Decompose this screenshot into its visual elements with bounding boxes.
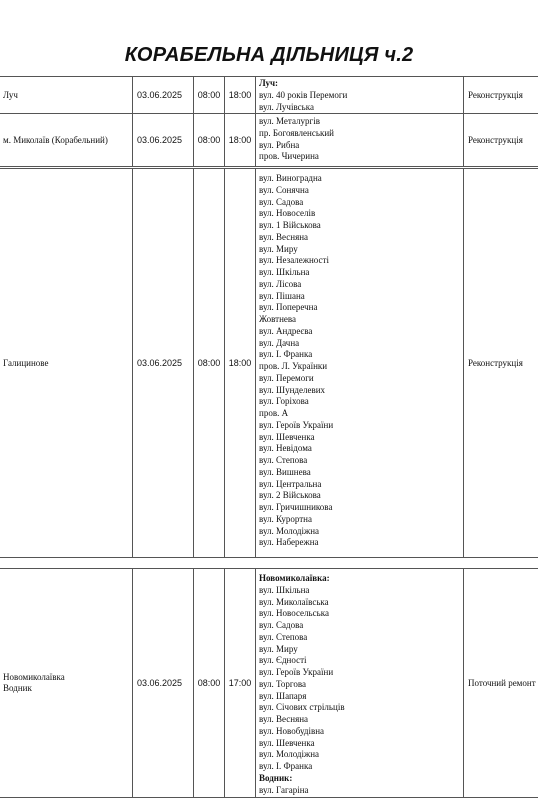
outage-table (0, 76, 538, 798)
street-item: вул. Новобудівна (259, 725, 325, 736)
street-item: пров. А (259, 408, 289, 418)
street-item: вул. Металургів (259, 116, 320, 126)
street-item: вул. Весняна (259, 714, 309, 724)
street-item: вул. Шкільна (259, 584, 310, 595)
street-item: вул. Шкільна (259, 267, 310, 277)
table-row (0, 77, 538, 114)
street-item: вул. Степова (259, 631, 308, 642)
table-row (0, 114, 538, 169)
street-item: вул. Невідома (259, 443, 312, 454)
street-item: вул. Гагаріна (259, 784, 309, 795)
street-item: вул. І. Франка (259, 349, 313, 360)
settlement-cell (0, 569, 133, 797)
street-item: вул. Героїв України (259, 419, 334, 430)
street-group-label: Луч: (259, 78, 279, 88)
settlement-cell: Галицинове (0, 169, 133, 557)
street-item: вул. Шапаря (259, 690, 307, 701)
work-type-cell: Реконструкція (468, 134, 523, 145)
street-item: вул. Дачна (259, 337, 300, 348)
street-item: вул. Молодіжна (259, 525, 320, 536)
street-item: вул. Садова (259, 620, 304, 630)
street-item: вул. Садова (259, 196, 304, 207)
street-item: вул. Лісова (259, 278, 302, 289)
street-item: вул. Шевченка (259, 737, 315, 748)
street-item: вул. Рибна (259, 139, 300, 150)
street-item: вул. Курортна (259, 513, 312, 524)
end-time-cell: 18:00 (225, 169, 256, 557)
street-item: вул. Гричишникова (259, 502, 333, 512)
streets-cell (256, 114, 464, 166)
street-item: вул. Миколаївська (259, 596, 329, 607)
street-item: Жовтнева (259, 314, 297, 324)
street-item: вул. 1 Військова (259, 220, 321, 230)
street-item: вул. Весняна (259, 231, 309, 242)
street-item: вул. Молодіжна (259, 749, 320, 760)
street-item: вул. 40 років Перемоги (259, 89, 348, 100)
page-title: КОРАБЕЛЬНА ДІЛЬНИЦЯ ч.2 (124, 44, 414, 66)
street-item: вул. Миру (259, 643, 298, 654)
street-item: пров. Чичерина (259, 151, 319, 162)
street-item: вул. І. Франка (259, 761, 313, 771)
table-row (0, 169, 538, 558)
start-time-cell: 08:00 (194, 569, 225, 797)
table-spacer (0, 558, 538, 569)
work-type-cell: Реконструкція (468, 357, 523, 368)
street-item: вул. Горіхова (259, 396, 309, 407)
settlement-cell: м. Миколаїв (Корабельний) (0, 114, 133, 166)
date-cell: 03.06.2025 (133, 569, 194, 797)
street-item: вул. Вишнева (259, 466, 311, 477)
start-time-cell: 08:00 (194, 77, 225, 113)
streets-cell (256, 569, 464, 797)
street-item: вул. Степова (259, 455, 308, 465)
street-item: вул. 2 Військова (259, 490, 321, 501)
street-item: вул. Перемоги (259, 372, 314, 383)
street-item: пров. Л. Українки (259, 361, 328, 371)
street-item: вул. Незалежності (259, 255, 329, 266)
work-type-cell: Поточний ремонт (468, 677, 536, 688)
end-time-cell: 18:00 (225, 77, 256, 113)
end-time-cell: 18:00 (225, 114, 256, 166)
start-time-cell: 08:00 (194, 169, 225, 557)
work-type-cell: Реконструкція (468, 89, 523, 100)
street-group-label: Водник: (259, 772, 293, 783)
street-item: вул. Пішана (259, 290, 305, 301)
street-item: вул. Новосельська (259, 608, 329, 619)
street-item: вул. Січових стрільців (259, 702, 345, 713)
settlement-name-line: Новомиколаївка (3, 672, 65, 682)
start-time-cell: 08:00 (194, 114, 225, 166)
end-time-cell: 17:00 (225, 569, 256, 797)
street-item: вул. Андреєва (259, 325, 313, 336)
street-item: вул. Торгова (259, 678, 306, 689)
street-item: вул. Лучівська (259, 101, 314, 112)
date-cell: 03.06.2025 (133, 77, 194, 113)
streets-cell (256, 169, 464, 557)
date-cell: 03.06.2025 (133, 169, 194, 557)
table-row (0, 569, 538, 798)
settlement-name-line: Водник (3, 683, 32, 693)
street-item: вул. Центральна (259, 478, 322, 489)
street-item: вул. Сонячна (259, 184, 309, 195)
street-item: вул. Миру (259, 243, 298, 254)
date-cell: 03.06.2025 (133, 114, 194, 166)
street-item: вул. Виноградна (259, 173, 322, 183)
street-item: пр. Богоявленський (259, 127, 334, 138)
street-item: вул. Шунделевих (259, 384, 326, 395)
street-item: вул. Поперечна (259, 302, 318, 313)
settlement-cell: Луч (0, 77, 133, 113)
street-item: вул. Шевченка (259, 431, 315, 442)
streets-cell (256, 77, 464, 113)
street-item: вул. Новоселів (259, 208, 316, 219)
street-item: вул. Набережна (259, 537, 319, 548)
street-group-label: Новомиколаївка: (259, 573, 330, 583)
street-item: вул. Героїв України (259, 667, 334, 677)
street-item: вул. Єдності (259, 655, 307, 666)
